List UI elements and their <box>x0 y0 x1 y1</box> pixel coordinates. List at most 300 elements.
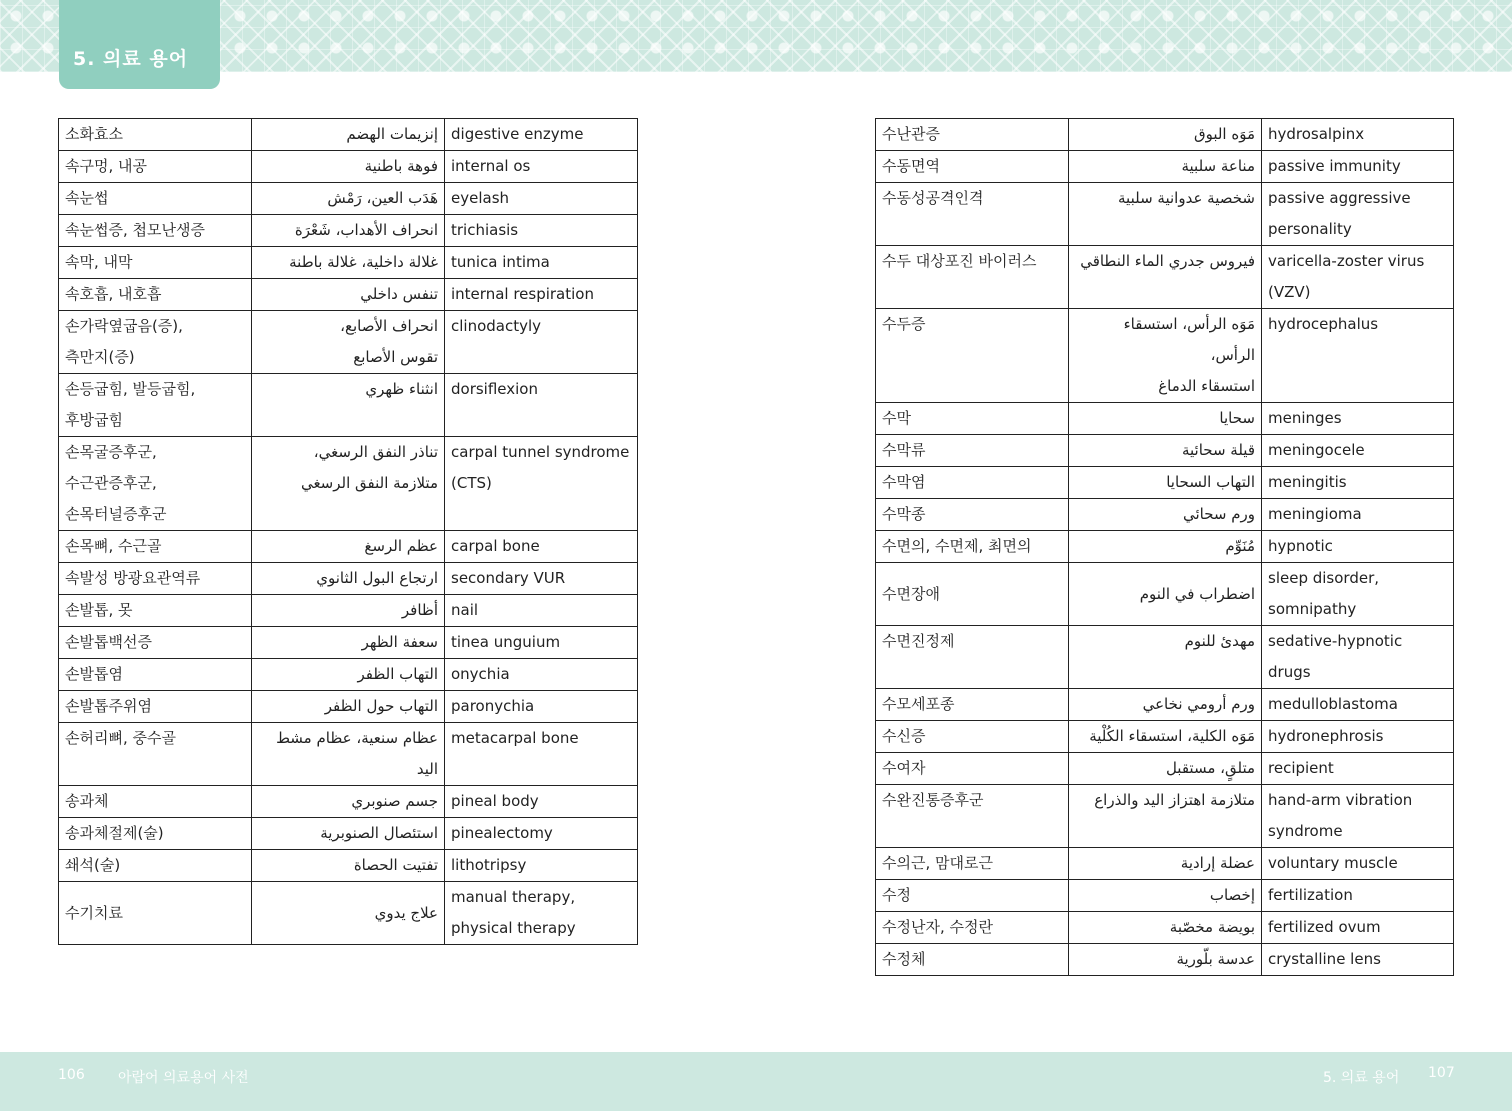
term-text: internal respiration <box>451 285 594 303</box>
arabic-term-cell <box>252 786 445 818</box>
term-text: 속눈썹증, 첩모난생증 <box>65 221 205 239</box>
english-term-cell <box>1262 435 1454 467</box>
table-row <box>876 848 1454 880</box>
term-text: carpal tunnel syndrome <box>451 443 630 461</box>
table-row <box>876 626 1454 689</box>
korean-term-cell <box>59 247 252 279</box>
term-text: اضطراب في النوم <box>1139 584 1255 603</box>
term-text: استسقاء الدماغ <box>1158 377 1255 395</box>
term-text: physical therapy <box>451 919 576 937</box>
table-row <box>59 437 638 531</box>
arabic-term-cell <box>1069 944 1262 976</box>
table-row <box>59 247 638 279</box>
english-term-cell <box>445 691 638 723</box>
korean-term-cell <box>876 848 1069 880</box>
table-row <box>876 246 1454 309</box>
english-term-cell <box>1262 563 1454 626</box>
english-term-cell <box>445 374 638 437</box>
term-text: somnipathy <box>1268 600 1357 618</box>
term-text: إخصاب <box>1209 886 1255 904</box>
english-term-cell <box>1262 309 1454 403</box>
english-term-cell <box>1262 119 1454 151</box>
term-text: التهاب حول الظفر <box>324 697 438 715</box>
english-term-cell <box>445 627 638 659</box>
english-term-cell <box>1262 183 1454 246</box>
term-text: تفتيت الحصاة <box>353 856 438 874</box>
term-text: 손발톱주위염 <box>65 697 152 715</box>
korean-term-cell <box>59 691 252 723</box>
term-text: 수막염 <box>882 473 926 491</box>
korean-term-cell <box>876 944 1069 976</box>
header-pattern-band <box>0 0 1512 72</box>
term-text: تناذر النفق الرسغي، <box>313 443 438 461</box>
korean-term-cell <box>59 659 252 691</box>
term-text: pinealectomy <box>451 824 553 842</box>
arabic-term-cell <box>252 311 445 374</box>
korean-term-cell <box>876 785 1069 848</box>
english-term-cell <box>445 247 638 279</box>
term-text: 손목터널증후군 <box>65 505 167 523</box>
korean-term-cell <box>876 151 1069 183</box>
term-text: 수근관증후군, <box>65 474 157 492</box>
arabic-term-cell <box>1069 721 1262 753</box>
english-term-cell <box>1262 467 1454 499</box>
term-text: 수의근, 맘대로근 <box>882 854 993 872</box>
korean-term-cell <box>59 882 252 945</box>
term-text: سعفة الظهر <box>361 633 438 651</box>
term-text: 손발톱백선증 <box>65 633 152 651</box>
term-text: tunica intima <box>451 253 550 271</box>
term-text: crystalline lens <box>1268 950 1381 968</box>
arabic-term-cell <box>1069 499 1262 531</box>
arabic-term-cell <box>1069 531 1262 563</box>
term-text: sedative-hypnotic drugs <box>1268 632 1403 681</box>
table-row <box>876 119 1454 151</box>
korean-term-cell <box>876 626 1069 689</box>
term-text: عضلة إرادية <box>1180 854 1255 872</box>
term-text: hydrosalpinx <box>1268 125 1365 143</box>
term-text: جسم صنوبري <box>351 792 438 810</box>
term-text: fertilized ovum <box>1268 918 1381 936</box>
term-text: passive aggressive <box>1268 189 1411 207</box>
term-text: 수정난자, 수정란 <box>882 918 993 936</box>
term-text: passive immunity <box>1268 157 1401 175</box>
term-text: 쇄석(술) <box>65 856 121 874</box>
arabic-term-cell <box>252 215 445 247</box>
arabic-term-cell <box>1069 435 1262 467</box>
table-row <box>876 753 1454 785</box>
term-text: medulloblastoma <box>1268 695 1398 713</box>
english-term-cell <box>445 279 638 311</box>
korean-term-cell <box>59 723 252 786</box>
korean-term-cell <box>876 183 1069 246</box>
arabic-term-cell <box>252 818 445 850</box>
footer-band <box>0 1052 1512 1111</box>
term-text: meningioma <box>1268 505 1362 523</box>
term-text: 수두 대상포진 바이러스 <box>882 252 1037 270</box>
english-term-cell <box>1262 944 1454 976</box>
english-term-cell <box>1262 246 1454 309</box>
table-row <box>59 691 638 723</box>
arabic-term-cell <box>252 723 445 786</box>
english-term-cell <box>445 723 638 786</box>
arabic-term-cell <box>252 882 445 945</box>
table-row <box>876 499 1454 531</box>
english-term-cell <box>445 882 638 945</box>
chapter-title-tab <box>59 0 220 89</box>
arabic-term-cell <box>252 151 445 183</box>
term-text: eyelash <box>451 189 510 207</box>
english-term-cell <box>1262 721 1454 753</box>
term-text: ورم سحائي <box>1182 505 1255 523</box>
term-text: عدسة بلّورية <box>1176 950 1255 968</box>
korean-term-cell <box>59 595 252 627</box>
term-text: paronychia <box>451 697 535 715</box>
term-text: التهاب الظفر <box>357 665 438 683</box>
table-row <box>876 467 1454 499</box>
term-text: hydrocephalus <box>1268 315 1379 333</box>
english-term-cell <box>1262 785 1454 848</box>
terms-table-left <box>58 118 638 945</box>
table-row <box>59 311 638 374</box>
table-row <box>59 627 638 659</box>
term-text: nail <box>451 601 479 619</box>
table-row <box>876 944 1454 976</box>
arabic-term-cell <box>252 850 445 882</box>
term-text: 손등굽힘, 발등굽힘, <box>65 380 196 398</box>
korean-term-cell <box>876 721 1069 753</box>
table-row <box>59 563 638 595</box>
korean-term-cell <box>59 119 252 151</box>
term-text: voluntary muscle <box>1268 854 1398 872</box>
term-text: ارتجاع البول الثانوي <box>316 569 438 587</box>
arabic-term-cell <box>1069 183 1262 246</box>
arabic-term-cell <box>252 691 445 723</box>
english-term-cell <box>445 119 638 151</box>
term-text: meninges <box>1268 409 1342 427</box>
english-term-cell <box>1262 848 1454 880</box>
english-term-cell <box>445 437 638 531</box>
term-text: 속구멍, 내공 <box>65 157 147 175</box>
term-text: secondary VUR <box>451 569 566 587</box>
korean-term-cell <box>59 818 252 850</box>
table-row <box>59 595 638 627</box>
english-term-cell <box>445 659 638 691</box>
arabic-term-cell <box>1069 151 1262 183</box>
table-row <box>876 309 1454 403</box>
term-text: مهدئ للنوم <box>1184 632 1255 650</box>
term-text: قيلة سحائية <box>1181 441 1255 459</box>
term-text: dorsiflexion <box>451 380 538 398</box>
korean-term-cell <box>59 850 252 882</box>
term-text: سحايا <box>1219 409 1255 427</box>
arabic-term-cell <box>1069 403 1262 435</box>
term-text: 손가락옆굽음(증), <box>65 317 183 335</box>
term-text: (VZV) <box>1268 283 1311 301</box>
term-text: 수정 <box>882 886 911 904</box>
table-row <box>59 374 638 437</box>
term-text: 수완진통증후군 <box>882 791 984 809</box>
english-term-cell <box>1262 151 1454 183</box>
term-text: استئصال الصنوبرية <box>320 824 438 842</box>
right-chapter-label: 5. 의료 용어 <box>1323 1070 1400 1086</box>
term-text: 수동면역 <box>882 157 940 175</box>
table-row <box>876 151 1454 183</box>
table-row <box>876 785 1454 848</box>
korean-term-cell <box>59 374 252 437</box>
table-row <box>59 183 638 215</box>
term-text: manual therapy, <box>451 888 576 906</box>
table-row <box>876 183 1454 246</box>
term-text: مَوَه البوق <box>1193 125 1255 143</box>
term-text: 수두증 <box>882 315 926 333</box>
english-term-cell <box>445 818 638 850</box>
term-text: 수여자 <box>882 759 926 777</box>
table-row <box>876 435 1454 467</box>
chapter-title: 5. 의료 용어 <box>73 48 189 70</box>
korean-term-cell <box>59 563 252 595</box>
term-text: internal os <box>451 157 531 175</box>
korean-term-cell <box>59 311 252 374</box>
term-text: متلقٍ، مستقبل <box>1165 759 1255 777</box>
english-term-cell <box>445 311 638 374</box>
term-text: عظم الرسغ <box>364 537 438 555</box>
term-text: lithotripsy <box>451 856 527 874</box>
term-text: عظام سنعية، عظام مشط اليد <box>276 729 438 778</box>
terms-table-right <box>875 118 1454 976</box>
arabic-term-cell <box>1069 753 1262 785</box>
korean-term-cell <box>59 437 252 531</box>
arabic-term-cell <box>1069 912 1262 944</box>
english-term-cell <box>1262 499 1454 531</box>
term-text: 수난관증 <box>882 125 940 143</box>
term-text: متلازمة النفق الرسغي <box>300 474 438 492</box>
term-text: 속발성 방광요관역류 <box>65 569 201 587</box>
term-text: tinea unguium <box>451 633 561 651</box>
table-row <box>59 531 638 563</box>
korean-term-cell <box>876 499 1069 531</box>
term-text: إنزيمات الهضم <box>346 125 438 143</box>
korean-term-cell <box>876 689 1069 721</box>
table-row <box>59 882 638 945</box>
arabic-term-cell <box>252 437 445 531</box>
term-text: 수기치료 <box>65 903 123 922</box>
term-text: pineal body <box>451 792 539 810</box>
arabic-term-cell <box>1069 848 1262 880</box>
english-term-cell <box>445 151 638 183</box>
table-row <box>59 786 638 818</box>
table-row <box>59 119 638 151</box>
english-term-cell <box>445 183 638 215</box>
korean-term-cell <box>876 246 1069 309</box>
arabic-term-cell <box>252 595 445 627</box>
term-text: 속호흡, 내호흡 <box>65 285 162 303</box>
term-text: hand-arm vibration <box>1268 791 1413 809</box>
arabic-term-cell <box>252 531 445 563</box>
term-text: ورم أرومي نخاعي <box>1142 695 1255 713</box>
table-row <box>876 403 1454 435</box>
term-text: onychia <box>451 665 510 683</box>
term-text: 수신증 <box>882 727 926 745</box>
korean-term-cell <box>876 531 1069 563</box>
term-text: هَدَب العين، رَمْش <box>327 189 438 207</box>
arabic-term-cell <box>252 247 445 279</box>
term-text: مَوَه الرأس، استسقاء الرأس، <box>1123 315 1255 364</box>
term-text: علاج يدوي <box>374 903 438 922</box>
term-text: meningitis <box>1268 473 1347 491</box>
english-term-cell <box>445 563 638 595</box>
term-text: 수막 <box>882 409 911 427</box>
term-text: metacarpal bone <box>451 729 579 747</box>
korean-term-cell <box>876 467 1069 499</box>
arabic-term-cell <box>252 119 445 151</box>
term-text: fertilization <box>1268 886 1353 904</box>
term-text: 속눈썹 <box>65 189 109 207</box>
term-text: بويضة مخصّبة <box>1169 918 1255 936</box>
korean-term-cell <box>876 753 1069 785</box>
arabic-term-cell <box>252 563 445 595</box>
term-text: 측만지(증) <box>65 348 135 366</box>
english-term-cell <box>1262 403 1454 435</box>
arabic-term-cell <box>252 374 445 437</box>
arabic-term-cell <box>252 183 445 215</box>
term-text: تنفس داخلي <box>360 285 438 303</box>
book-title: 아랍어 의료용어 사전 <box>118 1070 249 1086</box>
arabic-term-cell <box>252 627 445 659</box>
english-term-cell <box>445 531 638 563</box>
term-text: مُنَوِّم <box>1225 537 1255 555</box>
korean-term-cell <box>59 786 252 818</box>
english-term-cell <box>445 850 638 882</box>
term-text: 수동성공격인격 <box>882 189 984 207</box>
term-text: 수면장애 <box>882 584 940 603</box>
table-row <box>876 689 1454 721</box>
term-text: 수면의, 수면제, 최면의 <box>882 537 1032 555</box>
arabic-term-cell <box>1069 785 1262 848</box>
korean-term-cell <box>59 627 252 659</box>
korean-term-cell <box>876 435 1069 467</box>
arabic-term-cell <box>1069 689 1262 721</box>
term-text: varicella-zoster virus <box>1268 252 1425 270</box>
term-text: 손발톱염 <box>65 665 123 683</box>
term-text: 속막, 내막 <box>65 253 133 271</box>
arabic-term-cell <box>1069 119 1262 151</box>
term-text: digestive enzyme <box>451 125 584 143</box>
table-row <box>59 215 638 247</box>
term-text: syndrome <box>1268 822 1343 840</box>
korean-term-cell <box>876 119 1069 151</box>
term-text: 수막종 <box>882 505 926 523</box>
term-text: (CTS) <box>451 474 492 492</box>
table-row <box>876 531 1454 563</box>
english-term-cell <box>1262 689 1454 721</box>
korean-term-cell <box>876 563 1069 626</box>
korean-term-cell <box>876 403 1069 435</box>
term-text: متلازمة اهتزاز اليد والذراع <box>1094 791 1255 809</box>
table-row <box>876 880 1454 912</box>
term-text: التهاب السحايا <box>1166 473 1255 491</box>
table-row <box>876 721 1454 753</box>
table-row <box>59 818 638 850</box>
english-term-cell <box>1262 880 1454 912</box>
table-row <box>59 659 638 691</box>
term-text: فيروس جدري الماء النطاقي <box>1080 252 1255 270</box>
table-row <box>59 151 638 183</box>
english-term-cell <box>445 595 638 627</box>
term-text: recipient <box>1268 759 1334 777</box>
term-text: 송과체 <box>65 792 109 810</box>
term-text: meningocele <box>1268 441 1365 459</box>
term-text: 손발톱, 못 <box>65 601 133 619</box>
table-row <box>59 279 638 311</box>
term-text: 수면진정제 <box>882 632 955 650</box>
arabic-term-cell <box>1069 880 1262 912</box>
arabic-term-cell <box>1069 626 1262 689</box>
korean-term-cell <box>876 912 1069 944</box>
term-text: غلالة داخلية، غلالة باطنة <box>289 253 438 271</box>
table-row <box>876 563 1454 626</box>
english-term-cell <box>1262 531 1454 563</box>
english-term-cell <box>445 786 638 818</box>
korean-term-cell <box>59 151 252 183</box>
right-page-number: 107 <box>1428 1065 1455 1081</box>
term-text: شخصية عدوانية سلبية <box>1118 189 1255 207</box>
term-text: 후방굽힘 <box>65 411 123 429</box>
term-text: 수모세포종 <box>882 695 955 713</box>
arabic-term-cell <box>1069 309 1262 403</box>
term-text: 손허리뼈, 중수골 <box>65 729 176 747</box>
term-text: 소화효소 <box>65 125 123 143</box>
term-text: أظافر <box>401 601 438 619</box>
english-term-cell <box>445 215 638 247</box>
korean-term-cell <box>59 183 252 215</box>
korean-term-cell <box>59 215 252 247</box>
english-term-cell <box>1262 912 1454 944</box>
term-text: فوهة باطنية <box>364 157 438 175</box>
term-text: 송과체절제(술) <box>65 824 164 842</box>
term-text: انحراف الأصابع، <box>340 317 438 335</box>
term-text: hypnotic <box>1268 537 1333 555</box>
arabic-term-cell <box>252 279 445 311</box>
term-text: انثناء ظهري <box>365 380 438 398</box>
term-text: carpal bone <box>451 537 540 555</box>
arabic-term-cell <box>1069 246 1262 309</box>
term-text: sleep disorder, <box>1268 569 1379 587</box>
arabic-term-cell <box>252 659 445 691</box>
term-text: trichiasis <box>451 221 519 239</box>
english-term-cell <box>1262 626 1454 689</box>
korean-term-cell <box>59 279 252 311</box>
korean-term-cell <box>876 309 1069 403</box>
table-row <box>876 912 1454 944</box>
term-text: تقوس الأصابع <box>353 348 438 366</box>
term-text: 손목뼈, 수근골 <box>65 537 162 555</box>
english-term-cell <box>1262 753 1454 785</box>
korean-term-cell <box>876 880 1069 912</box>
left-page-number: 106 <box>58 1067 85 1083</box>
table-row <box>59 850 638 882</box>
term-text: مناعة سلبية <box>1181 157 1255 175</box>
term-text: 수막류 <box>882 441 926 459</box>
term-text: clinodactyly <box>451 317 542 335</box>
term-text: 손목굴증후군, <box>65 443 157 461</box>
arabic-term-cell <box>1069 467 1262 499</box>
term-text: personality <box>1268 220 1352 238</box>
term-text: hydronephrosis <box>1268 727 1384 745</box>
korean-term-cell <box>59 531 252 563</box>
term-text: 수정체 <box>882 950 926 968</box>
term-text: انحراف الأهداب، شَعْرَة <box>294 221 438 239</box>
